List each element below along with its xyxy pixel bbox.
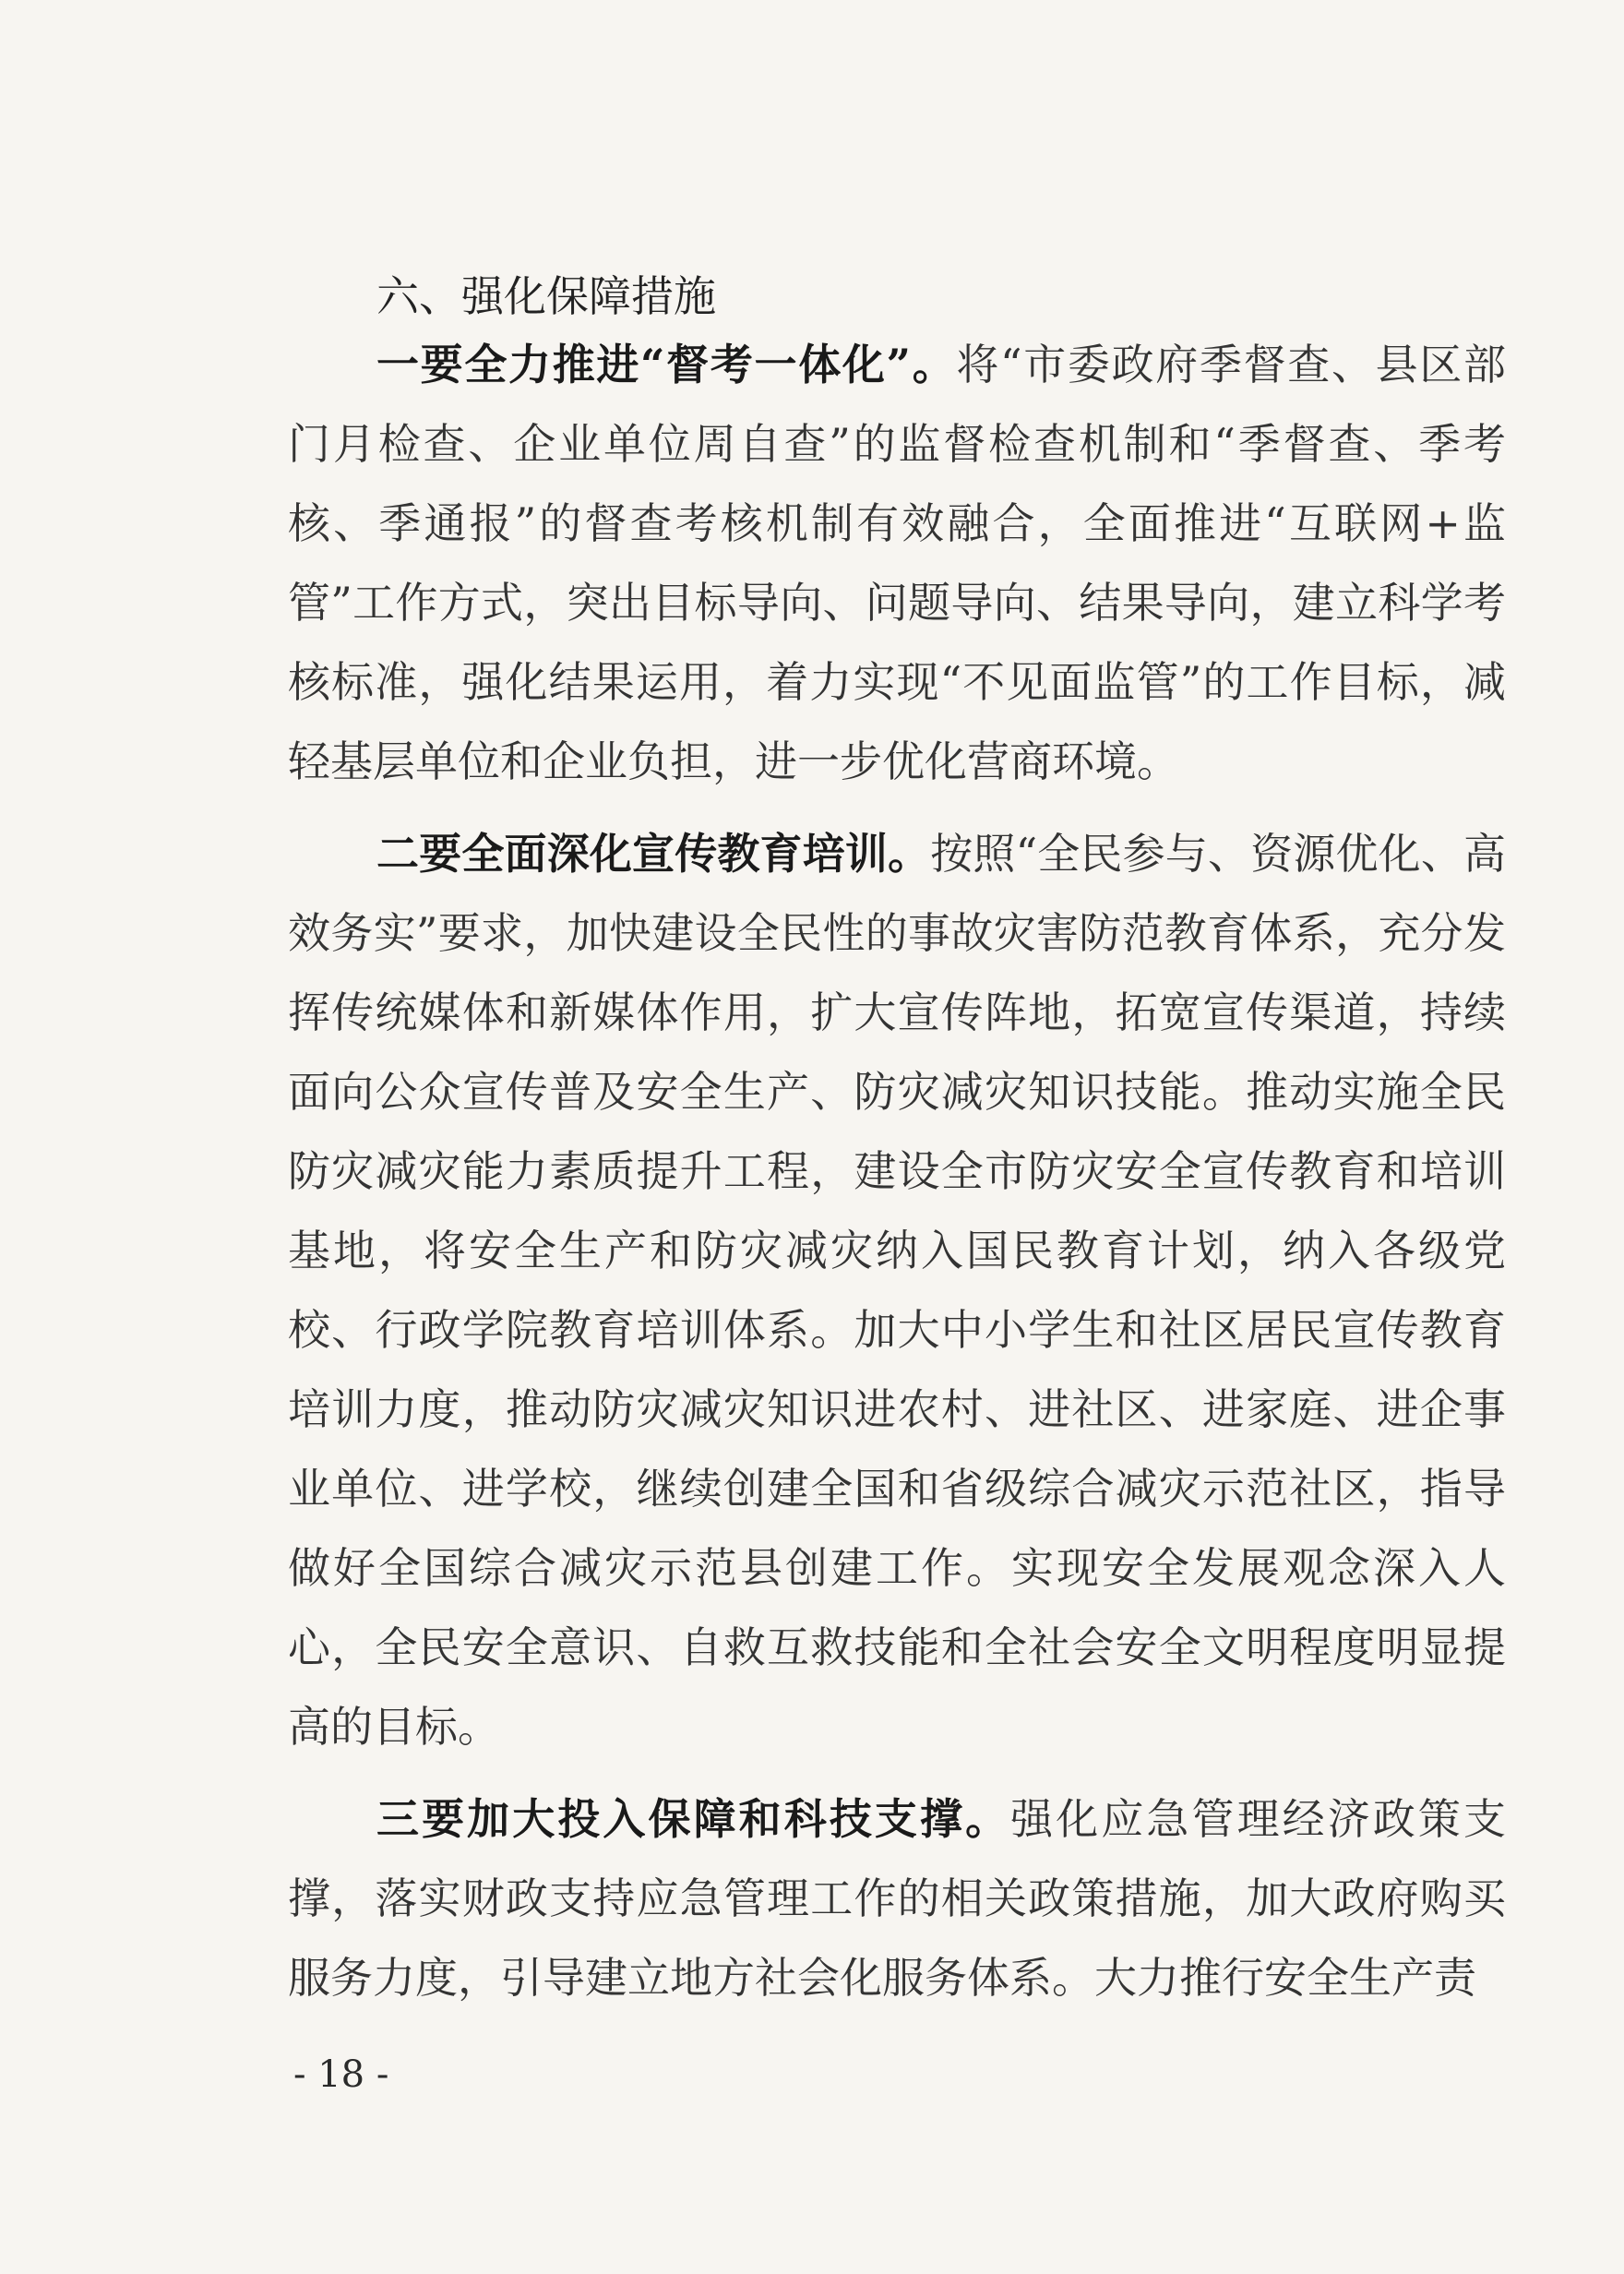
paragraph-1 xyxy=(288,325,1506,801)
paragraph-1-lead: 一要全力推进“督考一体化”。 xyxy=(376,340,957,389)
paragraph-2 xyxy=(288,814,1506,1766)
paragraph-3-lead: 三要加大投入保障和科技支撑。 xyxy=(376,1794,1011,1844)
paragraph-1-body: 将“市委政府季督查、县区部门月检查、企业单位周自查”的监督检查机制和“季督查、季考核、季通报”的督查考核机制有效融合，全面推进“互联网+监管”工作方式，突出目标导向、问题导向、结果导向，建立科学考核标准，强化结果运用，着力实现“不见面监管”的工作目标，减轻基层单位和企业负担，进一步优化营商环境。 xyxy=(288,340,1506,786)
page-number: - 18 - xyxy=(293,2053,389,2096)
page-content xyxy=(288,268,1506,2017)
paragraph-3 xyxy=(288,1779,1506,2017)
paragraph-3-body: 强化应急管理经济政策支撑，落实财政支持应急管理工作的相关政策措施，加大政府购买服务力度，引导建立地方社会化服务体系。大力推行安全生产责 xyxy=(288,1794,1507,2003)
paragraph-2-lead: 二要全面深化宣传教育培训。 xyxy=(376,829,931,879)
section-heading: 六、强化保障措施 xyxy=(376,271,716,321)
paragraph-2-body: 按照“全民参与、资源优化、高效务实”要求，加快建设全民性的事故灾害防范教育体系，充分发挥传统媒体和新媒体作用，扩大宣传阵地，拓宽宣传渠道，持续面向公众宣传普及安全生产、防灾减灾知识技能。推动实施全民防灾减灾能力素质提升工程，建设全市防灾安全宣传教育和培训基地，将安全生产和防灾减灾纳入国民教育计划，纳入各级党校、行政学院教育培训体系。加大中小学生和社区居民宣传教育培训力度，推动防灾减灾知识进农村、进社区、进家庭、进企事业单位、进学校，继续创建全国和省级综合减灾示范社区，指导做好全国综合减灾示范县创建工作。实现安全发展观念深入人心，全民安全意识、自救互救技能和全社会安全文明程度明显提高的目标。 xyxy=(288,829,1506,1752)
